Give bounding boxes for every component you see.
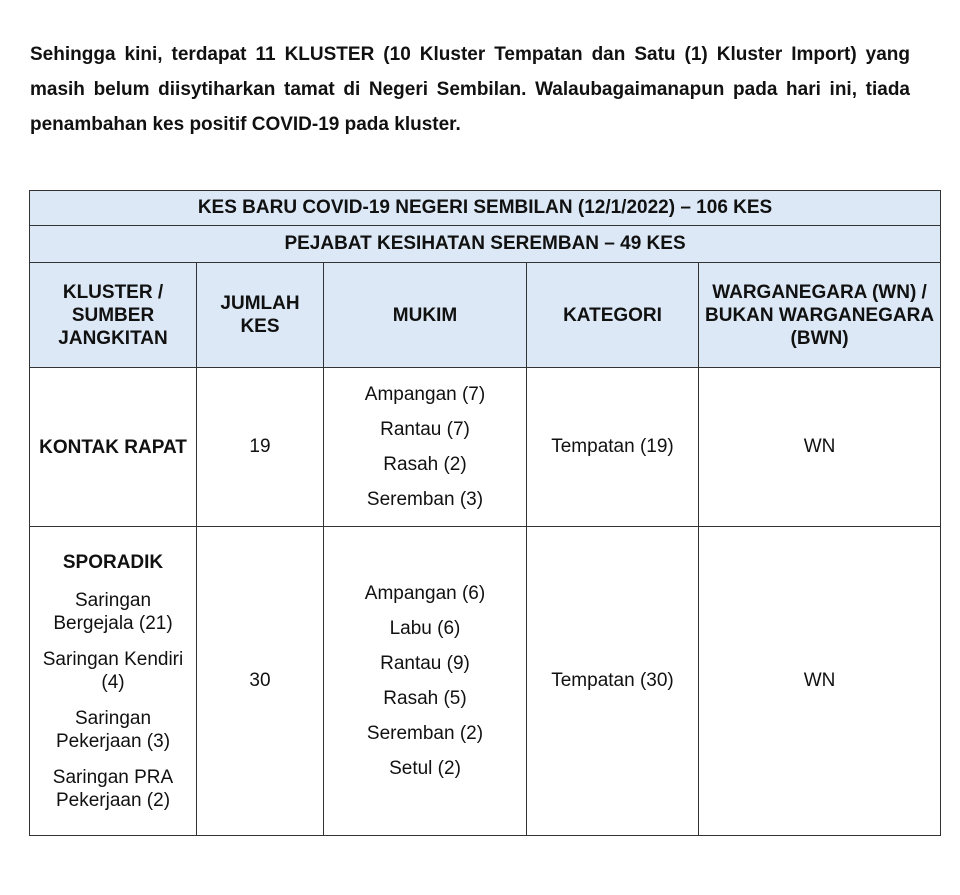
source-item: Saringan Kendiri (4)	[42, 648, 184, 693]
cell-warganegara: WN	[699, 368, 941, 527]
cell-mukim	[324, 368, 527, 527]
source-item: Saringan Bergejala (21)	[53, 589, 173, 634]
cell-kluster	[30, 527, 197, 836]
cell-jumlah: 30	[197, 527, 324, 836]
cell-kluster: KONTAK RAPAT	[30, 368, 197, 527]
mukim-item: Rantau (9)	[380, 653, 470, 674]
table-title-row	[30, 191, 941, 226]
mukim-item: Ampangan (6)	[364, 583, 486, 604]
source-item: Saringan PRA Pekerjaan (2)	[52, 766, 174, 811]
table-row	[30, 527, 941, 836]
cell-warganegara: WN	[699, 527, 941, 836]
table-header-row	[30, 263, 941, 368]
mukim-item: Seremban (3)	[366, 489, 484, 510]
mukim-item: Setul (2)	[389, 758, 461, 779]
cell-kategori: Tempatan (19)	[527, 368, 699, 527]
mukim-item: Labu (6)	[389, 618, 461, 639]
header-warganegara: WARGANEGARA (WN) / BUKAN WARGANEGARA (BWN)	[699, 263, 941, 368]
cell-kategori: Tempatan (30)	[527, 527, 699, 836]
header-kluster: KLUSTER / SUMBER JANGKITAN	[30, 263, 197, 368]
covid-case-table	[29, 190, 941, 836]
header-kategori: KATEGORI	[527, 263, 699, 368]
header-jumlah: JUMLAH KES	[197, 263, 324, 368]
table-subtitle: PEJABAT KESIHATAN SEREMBAN – 49 KES	[30, 226, 941, 263]
mukim-item: Rasah (2)	[383, 454, 467, 475]
table-title: KES BARU COVID-19 NEGERI SEMBILAN (12/1/2022) – 106 KES	[30, 191, 941, 226]
source-item: Saringan Pekerjaan (3)	[55, 707, 171, 752]
mukim-item: Ampangan (7)	[364, 384, 486, 405]
mukim-item: Seremban (2)	[366, 723, 484, 744]
cell-mukim	[324, 527, 527, 836]
table-subtitle-row	[30, 226, 941, 263]
cell-jumlah: 19	[197, 368, 324, 527]
intro-paragraph: Sehingga kini, terdapat 11 KLUSTER (10 Kluster Tempatan dan Satu (1) Kluster Import) yang masih belum diisytiharkan tamat di Negeri Sembilan. Walaubagaimanapun pada hari ini, tiada penambahan kes positif COVID-19 pada kluster.	[30, 44, 910, 135]
kluster-label: SPORADIK	[62, 551, 164, 573]
mukim-item: Rasah (5)	[383, 688, 467, 709]
mukim-item: Rantau (7)	[380, 419, 470, 440]
table-row	[30, 368, 941, 527]
header-mukim: MUKIM	[324, 263, 527, 368]
